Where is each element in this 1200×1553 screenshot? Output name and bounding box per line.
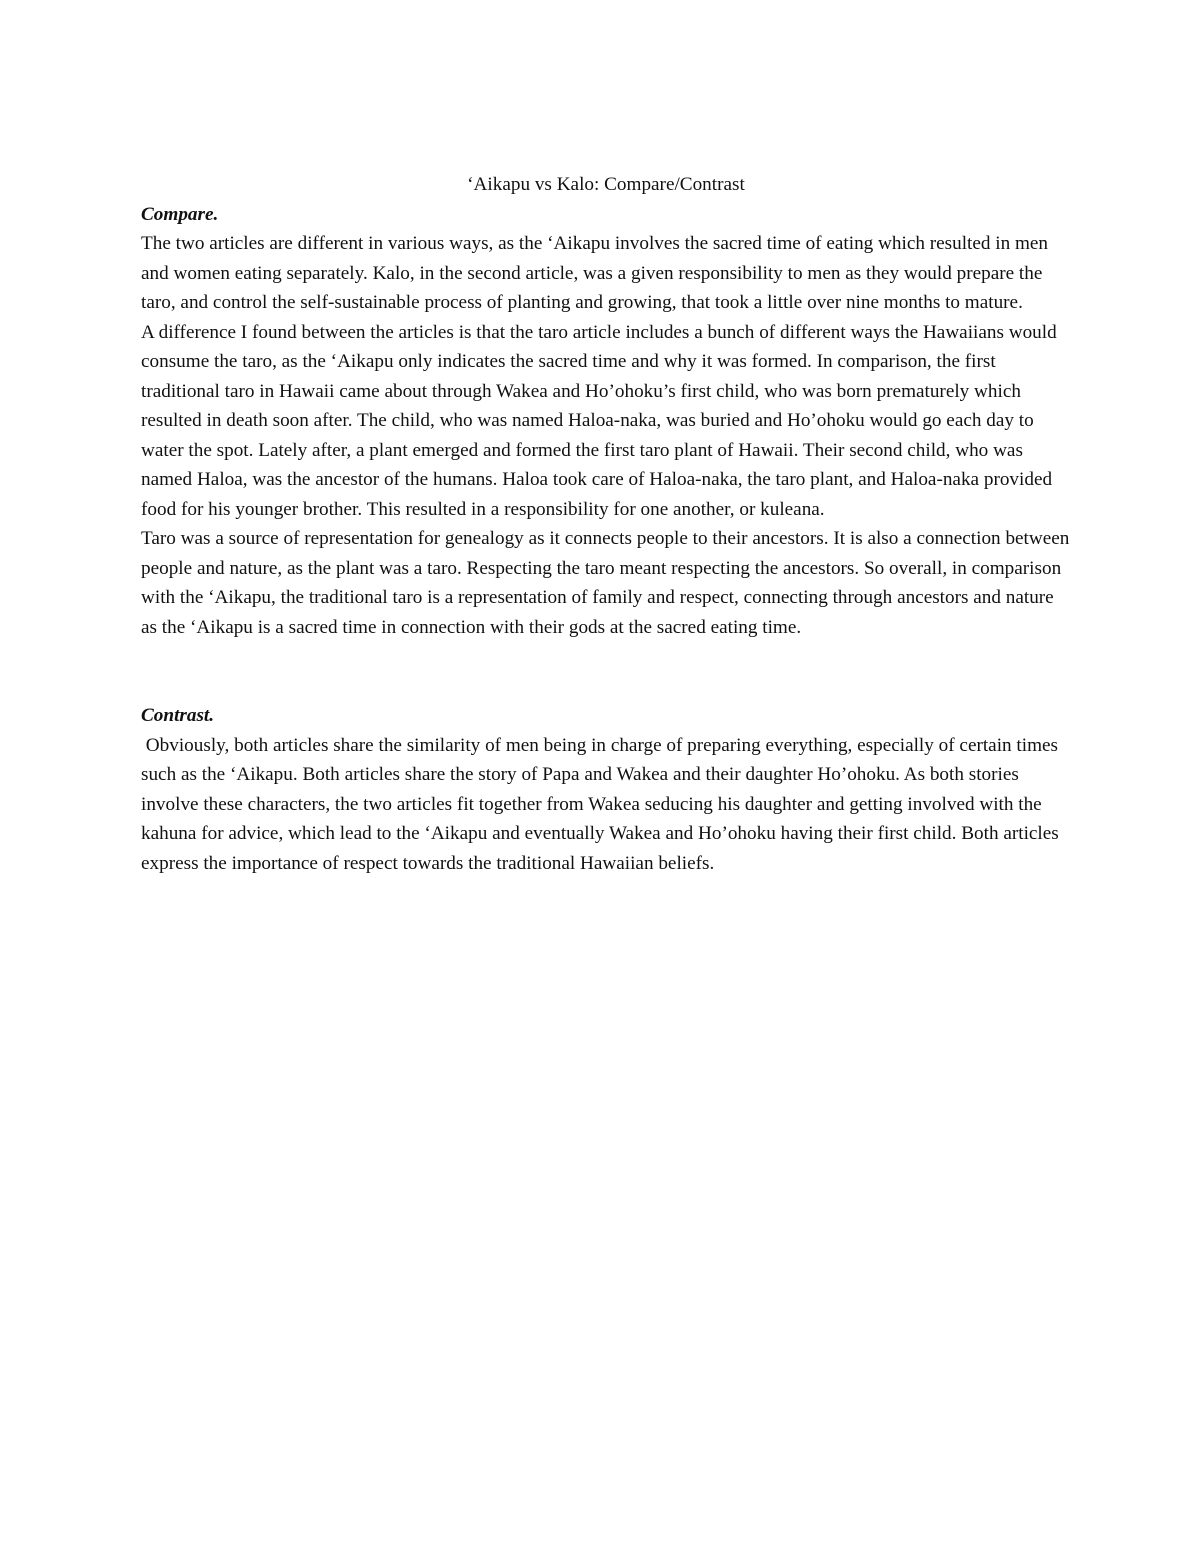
compare-heading: Compare. [141,203,219,225]
contrast-heading: Contrast. [141,705,215,726]
contrast-paragraph-1: Obviously, both articles share the similarity of men being in charge of preparing everything, especially of certain times such as the ‘Aikapu. Both articles share the story of Papa and Wakea and their daughter Ho’ohoku. As both stories involve these characters, the two articles fit together from Wakea seducing his daughter and getting involved with the kahuna for advice, which lead to the ‘Aikapu and eventually Wakea and Ho’ohoku having their first child. Both articles express the importance of respect towards the traditional Hawaiian beliefs. [141,734,1064,874]
document-title: ‘Aikapu vs Kalo: Compare/Contrast [467,174,745,195]
compare-paragraph-2: A difference I found between the articles is that the taro article includes a bunch of different ways the Hawaiians would consume the taro, as the ‘Aikapu only indicates the sacred time and why it was formed. In comparison, the first traditional taro in Hawaii came about through Wakea and Ho’ohoku’s first child, who was born prematurely which resulted in death soon after. The child, who was named Haloa-naka, was buried and Ho’ohoku would go each day to water the spot. Lately after, a plant emerged and formed the first taro plant of Hawaii. Their second child, who was named Haloa, was the ancestor of the humans. Haloa took care of Haloa-naka, the taro plant, and Haloa-naka provided food for his younger brother. This resulted in a responsibility for one another, or kuleana. [141,321,1057,520]
section-spacer [141,642,1071,701]
compare-paragraph-3: Taro was a source of representation for genealogy as it connects people to their ancestors. It is also a connection between people and nature, as the plant was a taro. Respecting the taro meant respecting the ancestors. So overall, in comparison with the ‘Aikapu, the traditional taro is a representation of family and respect, connecting through ancestors and nature as the ‘Aikapu is a sacred time in connection with their gods at the sacred eating time. [141,528,1070,638]
document-body [141,170,1071,878]
compare-paragraph-1: The two articles are different in various ways, as the ‘Aikapu involves the sacred time of eating which resulted in men and women eating separately. Kalo, in the second article, was a given responsibility to men as they would prepare the taro, and control the self-sustainable process of planting and growing, that took a little over nine months to mature. [141,233,1049,313]
